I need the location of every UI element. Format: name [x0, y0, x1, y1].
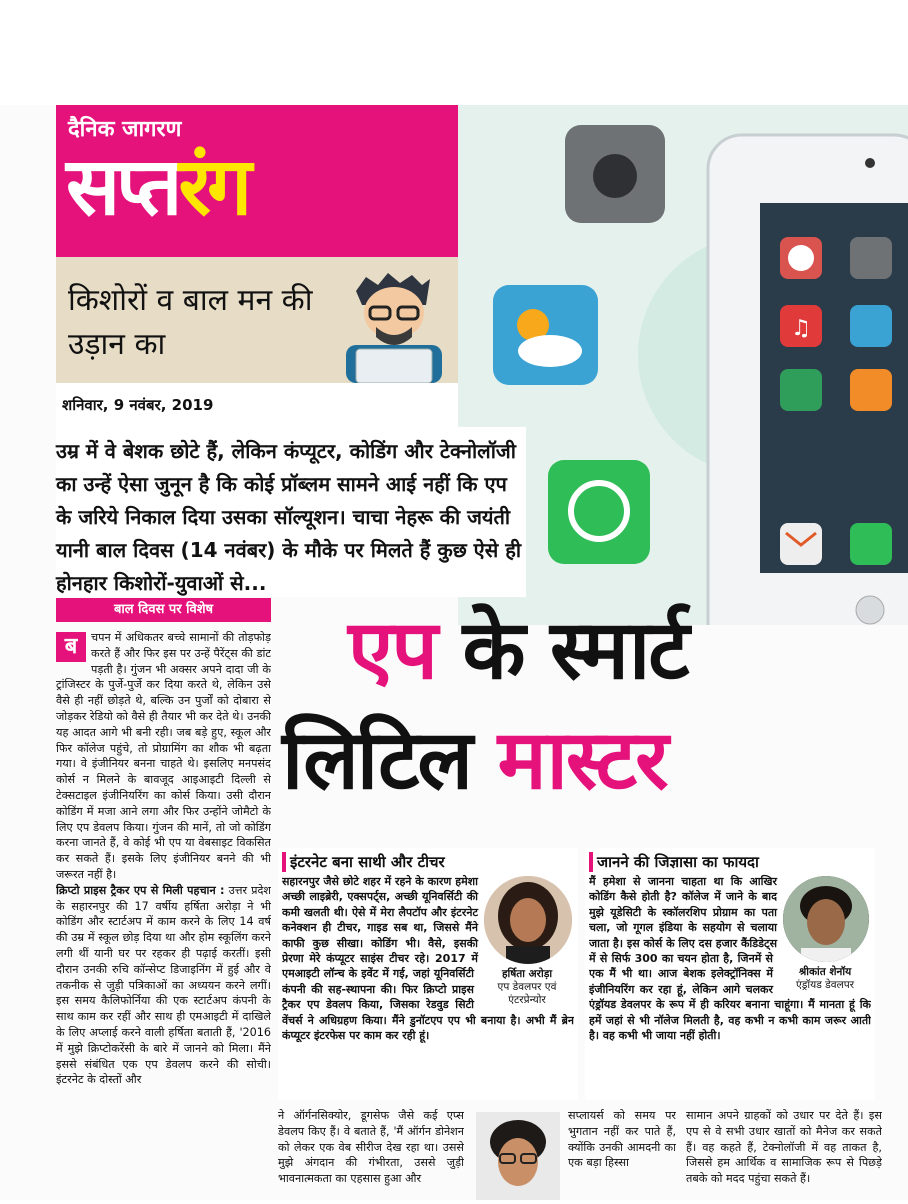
bottom-column-3: सामान अपने ग्राहकों को उधार पर देते हैं। इस एप से वे सभी उधार खातों को मैनेज कर सकते हैं। वह कहते हैं, टेक्नोलॉजी में वह ताकत है, जिससे हम आर्थिक व सामाजिक रूप से पिछड़े तबके को मदद पहुंचा सकते हैं।: [686, 1109, 882, 1186]
face-shape: [364, 287, 424, 339]
shrikant-photo: [783, 876, 869, 962]
harshita-name: हर्षिता अरोड़ा: [501, 968, 553, 980]
laptop-shape: [356, 349, 432, 383]
supplement-logo-part1: सप्त: [66, 140, 179, 233]
face-shape: [510, 898, 546, 942]
cloud-icon: [518, 335, 582, 367]
headline-smart: के स्मार्ट: [462, 603, 688, 698]
phone-camera: [865, 158, 875, 168]
box1-text: सहारनपुर जैसे छोटे शहर में रहने के कारण हमेशा अच्छी लाइब्रेरी, एक्सपर्ट्स, अच्छी यूनिवर्सिटी की कमी खलती थी। ऐसे में मेरा लैपटॉप और इंटरनेट कनेक्शन ही टीचर, गाइड सब था, जिससे मैंने काफी कुछ सीखा। कोडिंग भी। वैसे, इसकी प्रेरणा मेरे कंप्यूटर साइंस टीचर रहे। 2017 में एमआइटी लॉन्च के इवेंट में गई, जहां यूनिवर्सिटी कंपनी की सह-स्थापना की। फिर क्रिप्टो प्राइस ट्रैकर एप डेवलप किया, जिसका रेडवुड सिटी वेंचर्स ने अधिग्रहण किया। मैंने डुनॉटएप एप भी बनाया है। अभी मैं ब्रेन कंप्यूटर इंटरफेस पर काम कर रही हूं।: [282, 875, 574, 1043]
dateline: [56, 383, 458, 427]
page-margin: [0, 0, 908, 105]
left-paragraph-1: चपन में अधिकतर बच्चे सामानों की तोड़फोड़ करते हैं और फिर इस पर उन्हें पैरेंट्स की डांट पड़ती है। गुंजन भी अक्सर अपने दादा जी के ट्रांजिस्टर के पुर्जे-पुर्जे कर दिया करते थे, लेकिन उसे वैसे ही नहीं छोड़ते थे, बल्कि उन पुर्जों को दोबारा से जोड़कर रेडियो को वैसे ही तैयार भी कर देते थे। उनकी यह आदत आगे भी बनी रही। जब बड़े हुए, स्कूल और फिर कॉलेज पहुंचे, तो प्रोग्रामिंग का शौक भी बढ़ता गया। वे इंजीनियर बनना चाहते थे। इसलिए मनपसंद कोर्स न मिलने के बावजूद आइआइटी दिल्ली से टेक्सटाइल इंजीनियरिंग का कोर्स किया। उसी दौरान कोडिंग में मजा आने लगा और फिर उन्होंने जोमैटो के लिए एप डेवलप किया। गुंजन की मानें, तो जो कोडिंग करना जानते हैं, वे कोई भी एप या वेबसाइट विकसित कर सकते हैं। इसके लिए इंजीनियर बनने की भी जरूरत नहीं है।: [56, 631, 271, 881]
harshita-role: एप डेवलपर एवं एंटरप्रेन्योर: [497, 981, 557, 1006]
box2-body: [589, 874, 871, 1098]
whatsapp-app-icon: [548, 460, 650, 564]
bottom-column-2: सप्लायर्स को समय पर भुगतान नहीं कर पाते हैं, क्योंकि उनकी आमदनी का एक बड़ा हिस्सा: [568, 1109, 676, 1170]
developer-portrait: [476, 1112, 560, 1200]
tagline: किशोरों व बाल मन की उड़ान का: [68, 283, 313, 362]
weather-small-icon: [850, 305, 892, 347]
masthead: [56, 105, 458, 257]
intro-text: उम्र में वे बेशक छोटे हैं, लेकिन कंप्यूटर, कोडिंग और टेक्नोलॉजी का उन्हें ऐसा जुनून है कि कोई प्रॉब्लम सामने आई नहीं कि एप के जरिये निकाल दिया उसका सॉल्यूशन। चाचा नेहरू की जयंती यानी बाल दिवस (14 नवंबर) के मौके पर मिलते हैं कुछ ऐसे ही होनहार किशोरों-युवाओं से...: [56, 439, 522, 595]
face-shape: [807, 899, 845, 945]
intro-block: [56, 427, 526, 597]
headline-master: मास्टर: [497, 713, 667, 808]
profile-box-harshita: [278, 848, 578, 1100]
phone-home-button: [856, 596, 884, 624]
box2-heading: जानने की जिज्ञासा का फायदा: [589, 852, 759, 872]
tagline-box: [56, 257, 458, 383]
maps-app-icon: [780, 369, 822, 411]
shirt-shape: [801, 948, 851, 962]
shrikant-name: श्रीकांत शेनॉय: [798, 966, 852, 978]
camera-small-icon: [850, 237, 892, 279]
headline-line1: [348, 603, 688, 698]
clock-face-icon: [788, 245, 814, 271]
left-subhead: क्रिप्टो प्राइस ट्रैकर एप से मिली पहचान :: [56, 883, 225, 897]
bottom-column-1: ने ऑर्गनसिक्योर, डूगसेफ जैसे कई एप्स डेवलप किए हैं। वे बताते हैं, 'मैं ऑर्गन डोनेशन को लेकर एक वेब सीरीज देख रहा था। उससे मुझे अंगदान की गंभीरता, उससे जुड़ी भावनात्मकता का एहसास हुआ और: [278, 1109, 464, 1186]
harshita-photo: [484, 876, 572, 964]
headline-line2: [282, 713, 667, 808]
shrikant-portrait: [783, 876, 869, 962]
profile-box-shrikant: [585, 848, 875, 1100]
coder-character-illustration: [326, 271, 456, 383]
idea-app-icon: [850, 369, 892, 411]
shrikant-role: एंड्रॉयड डेवलपर: [795, 979, 855, 991]
bottom-photo: [476, 1112, 560, 1200]
section-label: बाल दिवस पर विशेष: [56, 598, 271, 622]
phone-small-icon: [850, 523, 892, 565]
box2-text: मैं हमेशा से जानना चाहता था कि आखिर कोडिंग कैसे होती है? कॉलेज में जाने के बाद मुझे यूडेसिटी के स्कॉलरशिप प्रोग्राम का पता चला, जो गूगल इंडिया के सहयोग से चलाया जाता है। इस कोर्स के लिए दस हजार कैंडिडेट्स में से सिर्फ 300 का चयन होता है, जिनमें से एक मैं भी था। आज बेशक इलेक्ट्रॉनिक्स में इंजीनियरिंग कर रहा हूं, लेकिन आगे चलकर एंड्रॉयड डेवलपर के रूप में ही करियर बनाना चाहूंगा। मैं मानता हूं कि हमें जहां से भी नॉलेज मिलती है, वह कभी न कभी काम जरूर आती है। वह कभी भी जाया नहीं होती।: [589, 875, 871, 1043]
box1-heading: इंटरनेट बना साथी और टीचर: [282, 852, 445, 872]
supplement-logo-part2: रंग: [178, 140, 249, 233]
publication-name: दैनिक जागरण: [68, 117, 182, 142]
weather-app-icon: [493, 285, 598, 385]
dropcap: ब: [56, 632, 86, 662]
supplement-logo: [66, 140, 249, 233]
issue-date: शनिवार, 9 नवंबर, 2019: [62, 396, 214, 414]
headline-little: लिटिल: [282, 713, 471, 808]
harshita-caption: [480, 968, 574, 1007]
top-shape: [506, 946, 550, 964]
left-paragraph-2: उत्तर प्रदेश के सहारनपुर की 17 वर्षीय हर्षिता अरोड़ा ने भी कोडिंग और स्टार्टअप में काम करने के लिए 14 वर्ष की उम्र में स्कूल छोड़ दिया था और होम स्कूलिंग करने लगी थीं यानी घर पर रहकर ही पढ़ाई करतीं। इसी दौरान उनकी रुचि कॉन्सेप्ट डिजाइनिंग में हुई और वे तकनीक से जुड़ी पत्रिकाओं का अध्ययन करने लगीं। इस समय कैलिफोर्निया की एक स्टार्टअप कंपनी के साथ काम कर रहीं और साथ ही एमआइटी में दाखिले के लिए अप्लाई करने वाली हर्षिता बताती हैं, '2016 में मुझे क्रिप्टोकरेंसी के बारे में जानने को मिला। मैंने इससे संबंधित एक एप डेवलप करने की सोची। इंटरनेट के दोस्तों और: [56, 883, 271, 1087]
harshita-portrait: [484, 876, 572, 964]
box1-body: [282, 874, 574, 1098]
headline-word-app: एप: [348, 603, 436, 698]
shrikant-caption: [779, 966, 871, 992]
left-column-article: [56, 630, 271, 1200]
music-note-icon: ♫: [791, 316, 811, 341]
camera-lens-icon: [593, 154, 637, 198]
